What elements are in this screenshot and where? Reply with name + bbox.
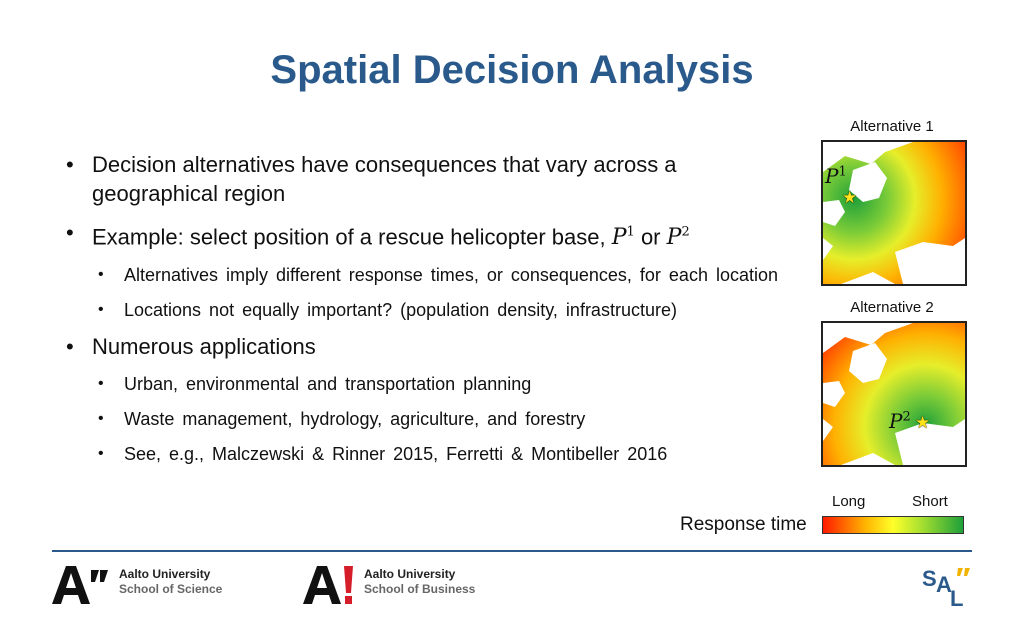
sub-bullet-item [66, 262, 786, 288]
sal-logo-icon [922, 562, 974, 608]
alternative-2-map [821, 321, 967, 467]
alternative-1-label: Alternative 1 [850, 118, 934, 135]
bullet-or: or [634, 224, 667, 250]
aalto-business-logo [303, 566, 355, 609]
aalto-science-text: Aalto University School of Science [119, 567, 223, 596]
sub-bullet-item [66, 441, 786, 467]
sub-bullet-text: Urban, environmental and transportation planning [124, 374, 532, 395]
bullet-dot: • [66, 152, 74, 177]
aalto-a-quote-icon [52, 566, 108, 604]
bullet-dot: • [98, 301, 104, 319]
slide-title: Spatial Decision Analysis [270, 48, 754, 92]
bullet-item [66, 150, 786, 208]
math-p1: $P^1$ [611, 225, 635, 251]
sub-bullet-text: Alternatives imply different response times, or consequences, for each location [124, 265, 778, 286]
alternative-1-map [821, 140, 967, 286]
bullet-list [66, 150, 786, 476]
bullet-text: Example: select position of a rescue helicopter base, [92, 224, 612, 250]
bullet-dot: • [66, 334, 74, 360]
p2-star-icon: ★ [915, 413, 931, 432]
bullet-item [66, 332, 786, 361]
bullet-dot: • [98, 266, 104, 284]
p1-star-icon: ★ [842, 188, 858, 207]
svg-text:L: L [950, 586, 964, 608]
svg-text:S: S [922, 566, 937, 591]
bullet-dot: • [98, 375, 104, 393]
aalto-a-exclamation-icon [303, 566, 355, 604]
legend-title: Response time [680, 514, 807, 535]
svg-text:A: A [936, 572, 952, 597]
aalto-science-logo [52, 566, 108, 609]
p1-label: $P^1$ [825, 164, 847, 188]
sal-logo [922, 562, 974, 613]
bullet-text: Decision alternatives have consequences that vary across a geographical region [92, 152, 677, 206]
sub-bullet-item [66, 371, 786, 397]
sub-bullet-text: Waste management, hydrology, agriculture, and forestry [124, 409, 586, 430]
legend-long-label: Long [832, 493, 866, 510]
p2-label: $P^2$ [889, 409, 911, 433]
footer-divider [52, 550, 972, 552]
sub-bullet-item [66, 297, 786, 323]
sub-bullet-text: See, e.g., Malczewski & Rinner 2015, Ferretti & Montibeller 2016 [124, 444, 668, 465]
bullet-dot: • [66, 220, 74, 245]
bullet-text: Numerous applications [92, 334, 316, 360]
math-p2: $P^2$ [666, 225, 690, 251]
legend-short-label: Short [912, 493, 948, 510]
aalto-business-text: Aalto University School of Business [364, 567, 476, 596]
sub-bullet-item [66, 406, 786, 432]
bullet-dot: • [98, 445, 104, 463]
alternative-2-heatmap [823, 323, 965, 465]
alternative-2-label: Alternative 2 [850, 299, 934, 316]
sub-bullet-text: Locations not equally important? (population density, infrastructure) [124, 300, 677, 321]
bullet-item [66, 218, 786, 252]
bullet-dot: • [98, 410, 104, 428]
response-time-colorbar [822, 516, 964, 534]
